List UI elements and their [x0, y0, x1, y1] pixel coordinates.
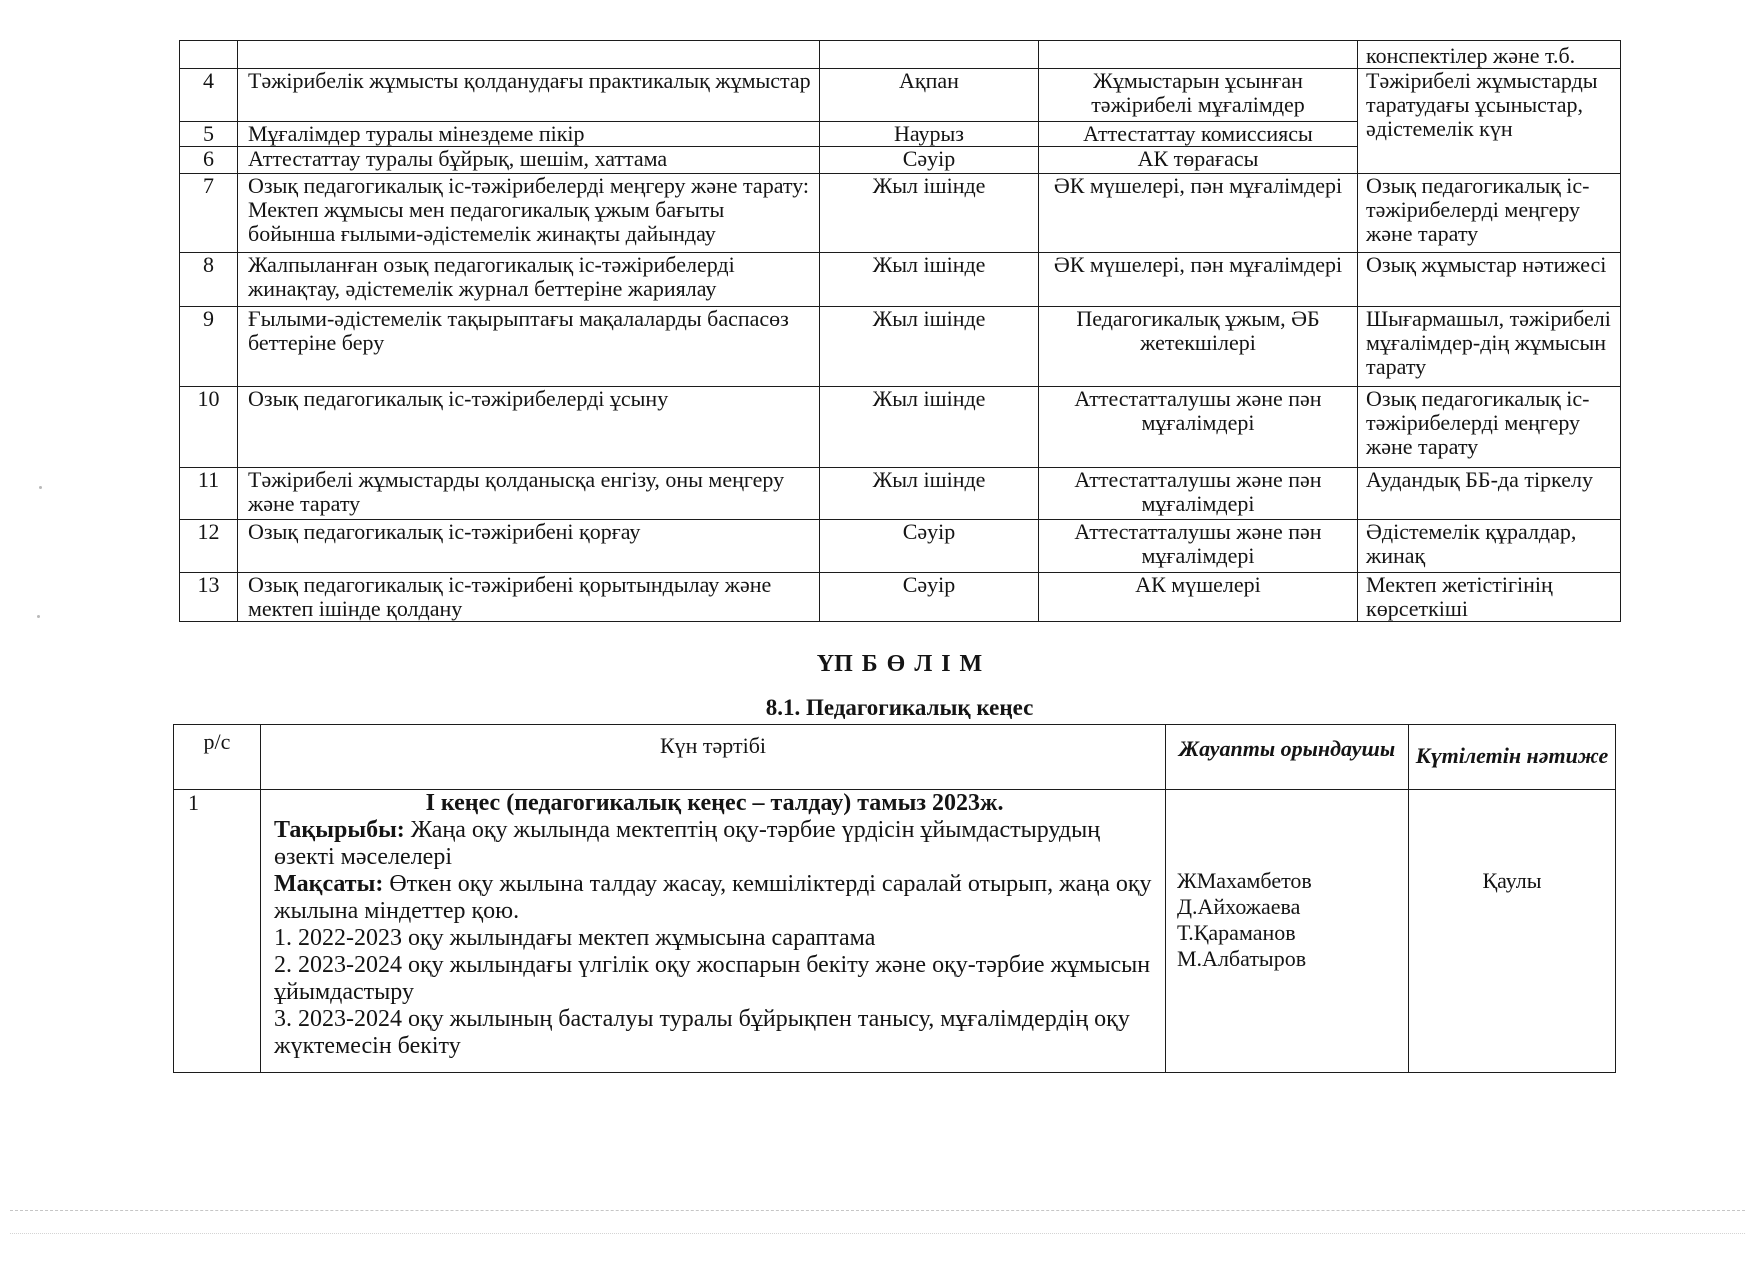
activity-cell: Мұғалімдер туралы мінездеме пікір	[238, 122, 820, 147]
row-number-cell: 4	[180, 69, 238, 122]
header-row	[174, 725, 1616, 790]
result-cell: Қаулы	[1409, 790, 1616, 1073]
deadline-cell: Сәуір	[820, 147, 1039, 174]
deadline-cell	[820, 41, 1039, 69]
result-cell: Шығармашыл, тәжірибелі мұғалімдер-дің жұмысын тарату	[1358, 307, 1621, 387]
header-number: р/с	[174, 725, 261, 790]
plan-table	[179, 40, 1621, 622]
row-number-cell: 12	[180, 520, 238, 573]
header-agenda: Күн тәртібі	[261, 725, 1166, 790]
responsible-cell: Аттестатталушы және пән мұғалімдері	[1039, 520, 1358, 573]
council-table	[173, 724, 1616, 1073]
activity-cell: Тәжірибелі жұмыстарды қолданысқа енгізу, оны меңгеру және тарату	[238, 468, 820, 520]
responsible-name: Д.Айхожаева	[1177, 894, 1301, 919]
responsible-cell: Педагогикалық ұжым, ӘБ жетекшілері	[1039, 307, 1358, 387]
row-number-cell: 13	[180, 573, 238, 622]
result-cell: конспектілер және т.б.	[1358, 41, 1621, 69]
header-result: Күтілетін нәтиже	[1409, 725, 1616, 790]
result-cell: Мектеп жетістігінің көрсеткіші	[1358, 573, 1621, 622]
table-row	[180, 573, 1621, 622]
row-number-cell: 10	[180, 387, 238, 468]
table-row	[180, 520, 1621, 573]
responsible-cell: Аттестатталушы және пән мұғалімдері	[1039, 468, 1358, 520]
goal-text: Өткен оқу жылына талдау жасау, кемшіліктерді саралай отырып, жаңа оқу жылына міндеттер қою.	[274, 871, 1152, 924]
activity-cell: Тәжірибелік жұмысты қолданудағы практикалық жұмыстар	[238, 69, 820, 122]
table-row	[180, 387, 1621, 468]
section-subtitle: 8.1. Педагогикалық кеңес	[765, 695, 1034, 720]
row-number-cell: 8	[180, 253, 238, 307]
result-cell: Тәжірибелі жұмыстарды таратудағы ұсыныстар, әдістемелік күн	[1358, 69, 1621, 174]
goal-label: Мақсаты:	[274, 871, 384, 897]
responsible-cell: Жұмыстарын ұсынған тәжірибелі мұғалімдер	[1039, 69, 1358, 122]
topic-text: Жаңа оқу жылында мектептің оқу-тәрбие үрдісін ұйымдастырудың өзекті мәселелері	[274, 817, 1101, 870]
agenda-item: 2. 2023-2024 оқу жылындағы үлгілік оқу жоспарын бекіту және оқу-тәрбие жұмысын ұйымдастыру	[274, 952, 1151, 1005]
table-row	[180, 468, 1621, 520]
responsible-name: Т.Қараманов	[1177, 920, 1296, 945]
activity-cell: Жалпыланған озық педагогикалық іс-тәжірибелерді жинақтау, әдістемелік журнал беттеріне жариялау	[238, 253, 820, 307]
deadline-cell: Жыл ішінде	[820, 174, 1039, 253]
activity-cell: Ғылыми-әдістемелік тақырыптағы мақалаларды баспасөз беттеріне беру	[238, 307, 820, 387]
topic-label: Тақырыбы:	[274, 817, 405, 843]
deadline-cell: Наурыз	[820, 122, 1039, 147]
activity-cell: Озық педагогикалық іс-тәжірибелерді меңгеру және тарату: Мектеп жұмысы мен педагогикалық ұжым бағыты бойынша ғылыми-әдістемелік жинақты дайындау	[238, 174, 820, 253]
row-number-cell: 7	[180, 174, 238, 253]
table-row	[180, 69, 1621, 122]
deadline-cell: Жыл ішінде	[820, 307, 1039, 387]
scan-speck	[37, 615, 40, 618]
result-cell: Әдістемелік құралдар, жинақ	[1358, 520, 1621, 573]
topic-paragraph	[274, 817, 1155, 871]
agenda-item: 3. 2023-2024 оқу жылының басталуы туралы бұйрықпен танысу, мұғалімдердің оқу жүктемесін бекіту	[274, 1006, 1130, 1059]
result-cell: Аудандық ББ-да тіркелу	[1358, 468, 1621, 520]
scan-speck	[39, 486, 42, 489]
activity-cell: Аттестаттау туралы бұйрық, шешім, хаттама	[238, 147, 820, 174]
result-cell: Озық педагогикалық іс-тәжірибелерді меңгеру және тарату	[1358, 174, 1621, 253]
result-cell: Озық жұмыстар нәтижесі	[1358, 253, 1621, 307]
responsible-cell: АК төрағасы	[1039, 147, 1358, 174]
deadline-cell: Ақпан	[820, 69, 1039, 122]
deadline-cell: Жыл ішінде	[820, 253, 1039, 307]
deadline-cell: Сәуір	[820, 520, 1039, 573]
table-row	[180, 253, 1621, 307]
header-responsible: Жауапты орындаушы	[1166, 725, 1409, 790]
goal-paragraph	[274, 871, 1155, 925]
row-number-cell: 5	[180, 122, 238, 147]
responsible-cell: Аттестаттау комиссиясы	[1039, 122, 1358, 147]
responsible-cell: Аттестатталушы және пән мұғалімдері	[1039, 387, 1358, 468]
responsible-cell	[1166, 790, 1409, 1073]
deadline-cell: Жыл ішінде	[820, 468, 1039, 520]
responsible-name: М.Албатыров	[1177, 946, 1307, 971]
row-number-cell: 9	[180, 307, 238, 387]
scan-edge-line	[10, 1233, 1745, 1234]
row-number-cell: 6	[180, 147, 238, 174]
scan-edge-line	[10, 1210, 1745, 1211]
responsible-cell: АК мүшелері	[1039, 573, 1358, 622]
table-row	[180, 307, 1621, 387]
council-heading: І кеңес (педагогикалық кеңес – талдау) тамыз 2023ж.	[425, 790, 1004, 816]
agenda-item: 1. 2022-2023 оқу жылындағы мектеп жұмысына сараптама	[274, 925, 876, 951]
row-number-cell: 11	[180, 468, 238, 520]
responsible-cell	[1039, 41, 1358, 69]
deadline-cell: Жыл ішінде	[820, 387, 1039, 468]
section-title: ҮП Б Ө Л І М	[816, 651, 983, 677]
row-number-cell	[180, 41, 238, 69]
activity-cell: Озық педагогикалық іс-тәжірибелерді ұсыну	[238, 387, 820, 468]
result-cell: Озық педагогикалық іс-тәжірибелерді меңгеру және тарату	[1358, 387, 1621, 468]
responsible-name: ЖМахамбетов	[1177, 868, 1312, 893]
deadline-cell: Сәуір	[820, 573, 1039, 622]
table-row	[174, 790, 1616, 1073]
agenda-cell	[261, 790, 1166, 1073]
responsible-cell: ӘК мүшелері, пән мұғалімдері	[1039, 253, 1358, 307]
table-row	[180, 41, 1621, 69]
activity-cell: Озық педагогикалық іс-тәжірибені қорғау	[238, 520, 820, 573]
activity-cell: Озық педагогикалық іс-тәжірибені қорытындылау және мектеп ішінде қолдану	[238, 573, 820, 622]
responsible-cell: ӘК мүшелері, пән мұғалімдері	[1039, 174, 1358, 253]
row-number-cell: 1	[174, 790, 261, 1073]
activity-cell	[238, 41, 820, 69]
table-row	[180, 174, 1621, 253]
